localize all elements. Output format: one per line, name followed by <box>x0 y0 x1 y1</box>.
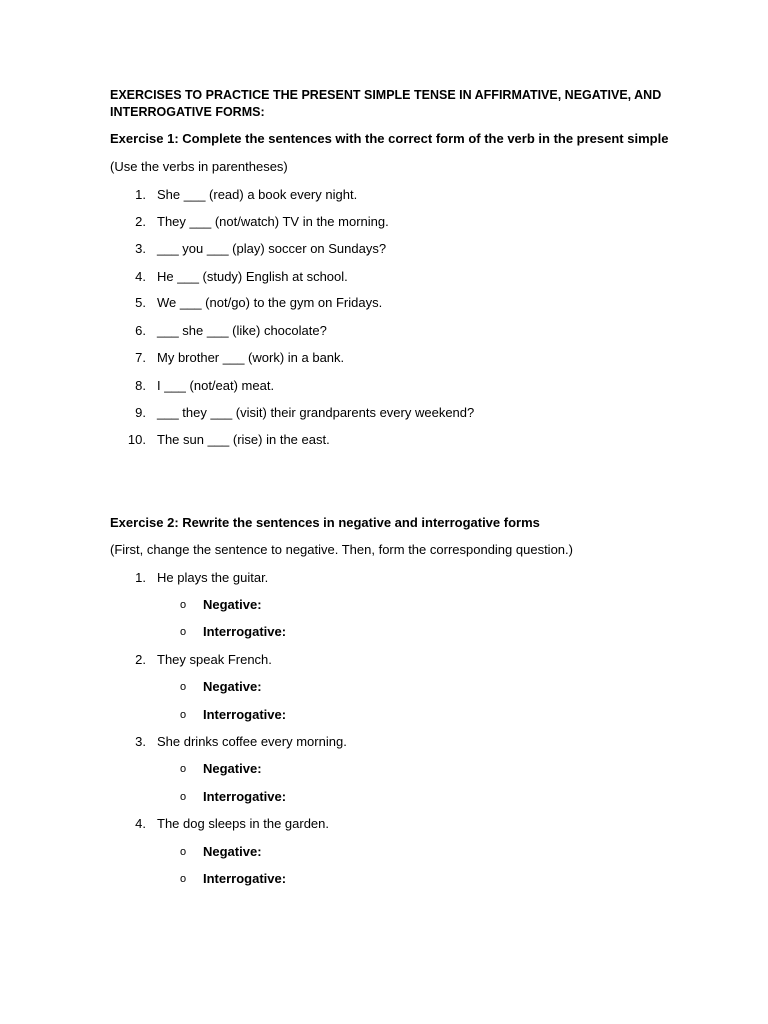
bullet-icon: o <box>180 709 187 721</box>
list-item: She drinks coffee every morning. <box>157 734 347 749</box>
list-item-number: 1. <box>135 570 146 585</box>
bullet-icon: o <box>180 599 187 611</box>
list-item-number: 5. <box>135 295 146 310</box>
list-item-number: 3. <box>135 734 146 749</box>
list-item: He ___ (study) English at school. <box>157 269 348 284</box>
negative-label: Negative: <box>203 761 262 776</box>
list-item-number: 4. <box>135 269 146 284</box>
list-item-number: 1. <box>135 187 146 202</box>
list-item: They speak French. <box>157 652 272 667</box>
list-item-number: 10. <box>127 432 146 447</box>
bullet-icon: o <box>180 791 187 803</box>
negative-label: Negative: <box>203 597 262 612</box>
interrogative-label: Interrogative: <box>203 789 287 804</box>
list-item-number: 3. <box>135 241 146 256</box>
exercise2-heading: Exercise 2: Rewrite the sentences in negative and interrogative forms <box>110 515 540 530</box>
document-title: EXERCISES TO PRACTICE THE PRESENT SIMPLE TENSE IN AFFIRMATIVE, NEGATIVE, AND INTERROGATIVE FORMS: <box>110 88 662 119</box>
list-item-number: 8. <box>135 378 146 393</box>
exercise1-instruction: (Use the verbs in parentheses) <box>110 159 288 174</box>
list-item: My brother ___ (work) in a bank. <box>157 350 345 365</box>
list-item: She ___ (read) a book every night. <box>157 187 358 202</box>
list-item-number: 9. <box>135 405 146 420</box>
interrogative-label: Interrogative: <box>203 871 287 886</box>
negative-label: Negative: <box>203 844 262 859</box>
list-item-number: 7. <box>135 350 146 365</box>
list-item-number: 6. <box>135 323 146 338</box>
list-item-number: 2. <box>135 652 146 667</box>
list-item: They ___ (not/watch) TV in the morning. <box>157 214 389 229</box>
list-item-number: 4. <box>135 816 146 831</box>
exercise2-instruction: (First, change the sentence to negative. Then, form the corresponding question.) <box>110 542 573 557</box>
list-item: The sun ___ (rise) in the east. <box>157 432 330 447</box>
list-item: The dog sleeps in the garden. <box>157 816 330 831</box>
bullet-icon: o <box>180 681 187 693</box>
list-item-number: 2. <box>135 214 146 229</box>
negative-label: Negative: <box>203 679 262 694</box>
bullet-icon: o <box>180 626 187 638</box>
list-item: ___ you ___ (play) soccer on Sundays? <box>157 241 387 256</box>
exercise1-heading: Exercise 1: Complete the sentences with the correct form of the verb in the present simple <box>110 131 669 146</box>
bullet-icon: o <box>180 763 187 775</box>
list-item: He plays the guitar. <box>157 570 269 585</box>
interrogative-label: Interrogative: <box>203 707 287 722</box>
list-item: ___ they ___ (visit) their grandparents every weekend? <box>157 405 475 420</box>
bullet-icon: o <box>180 873 187 885</box>
list-item: I ___ (not/eat) meat. <box>157 378 275 393</box>
list-item: We ___ (not/go) to the gym on Fridays. <box>157 295 383 310</box>
interrogative-label: Interrogative: <box>203 624 287 639</box>
bullet-icon: o <box>180 846 187 858</box>
list-item: ___ she ___ (like) chocolate? <box>157 323 327 338</box>
